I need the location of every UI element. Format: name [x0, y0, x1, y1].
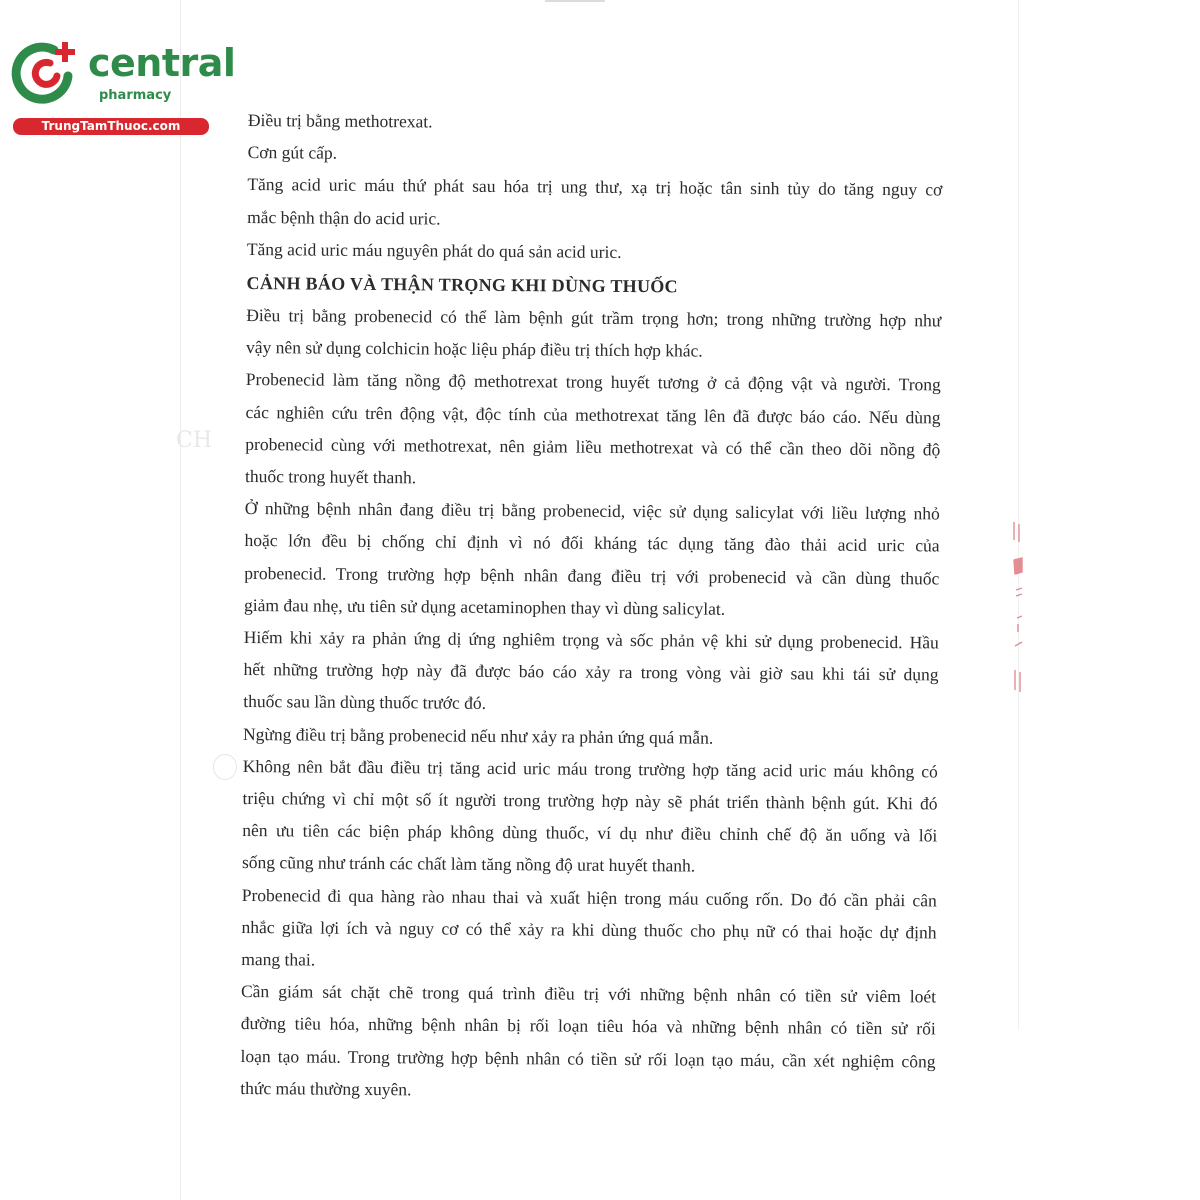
logo-name: central	[88, 41, 236, 85]
text-line: Điều trị bằng probenecid có thể làm bệnh gút trầm trọng hơn; trong những trường hợp như	[246, 305, 942, 331]
document-page-text	[240, 104, 943, 1110]
text-line: Không nên bắt đầu điều trị tăng acid uric máu trong trường hợp tăng acid uric máu không có	[242, 755, 938, 782]
scan-page-edge-right	[1018, 0, 1019, 1030]
text-line: mang thai.	[241, 949, 316, 970]
text-line: probenecid. Trong trường hợp bệnh nhân đang điều trị với probenecid và cần dùng thuốc	[244, 562, 940, 589]
central-pharmacy-logo[interactable]	[10, 36, 236, 136]
text-line: Probenecid đi qua hàng rào nhau thai và xuất hiện trong máu cuống rốn. Do đó cần phải cân	[241, 884, 937, 911]
text-line: Hiếm khi xảy ra phản ứng dị ứng nghiêm trọng và sốc phản vệ khi sử dụng probenecid. Hầu	[243, 627, 939, 653]
text-line: thuốc trong huyết thanh.	[244, 466, 417, 488]
text-line: mắc bệnh thận do acid uric.	[247, 206, 441, 229]
text-line: vậy nên sử dụng colchicin hoặc liệu pháp điều trị thích hợp khác.	[246, 337, 703, 361]
text-line: hết những trường hợp này đã được báo cáo xảy ra trong vòng vài giờ sau khi tái sử dụng	[243, 659, 939, 685]
section-body	[240, 299, 941, 1110]
section-heading: CẢNH BÁO VÀ THẬN TRỌNG KHI DÙNG THUỐC	[246, 273, 678, 297]
text-line: Tăng acid uric máu thứ phát sau hóa trị ung thư, xạ trị hoặc tân sinh tủy do tăng nguy cơ	[247, 174, 943, 200]
text-line: Điều trị bằng methotrexat.	[247, 109, 433, 132]
text-line: Ở những bệnh nhân đang điều trị bằng probenecid, việc sử dụng salicylat với liều lượng nhỏ	[244, 498, 940, 524]
text-line: sống cũng như tránh các chất làm tăng nồng độ urat huyết thanh.	[241, 852, 696, 877]
text-line: hoặc lớn đều bị chống chỉ định vì nó đối kháng tác dụng tăng đào thải acid uric của	[244, 530, 940, 556]
text-line: thức máu thường xuyên.	[240, 1077, 412, 1100]
scan-mark	[545, 0, 605, 2]
text-line: probenecid cùng với methotrexat, nên giảm liều methotrexat và có thể cần theo dõi nồng độ	[245, 433, 941, 460]
logo-subtitle: pharmacy	[99, 88, 172, 103]
red-stamp-marks	[1010, 520, 1028, 695]
text-line: thuốc sau lần dùng thuốc trước đó.	[243, 691, 487, 714]
text-line: loạn tạo máu. Trong trường hợp bệnh nhân có tiền sử rối loạn tạo máu, cần xét nghiệm công	[240, 1045, 936, 1072]
text-line: Cần giám sát chặt chẽ trong quá trình điều trị với những bệnh nhân có tiền sử viêm loét	[240, 981, 937, 1007]
logo-website-badge[interactable]: TrungTamThuoc.com	[13, 118, 209, 135]
text-line: các nghiên cứu trên động vật, độc tính của methotrexat tăng lên đã được báo cáo. Nếu dùng	[245, 401, 941, 428]
punch-hole-mark	[213, 754, 237, 780]
text-line: đường tiêu hóa, những bệnh nhân bị rối loạn tiêu hóa và những bệnh nhân có tiền sử rối	[240, 1013, 936, 1039]
pharmacy-emblem-icon	[10, 36, 80, 106]
text-line: Tăng acid uric máu nguyên phát do quá sản acid uric.	[246, 238, 622, 262]
text-line: giảm đau nhẹ, ưu tiên sử dụng acetaminophen thay vì dùng salicylat.	[243, 594, 726, 619]
text-line: nên ưu tiên các biện pháp không dùng thuốc, ví dụ như điều chỉnh chế độ ăn uống và lối	[242, 820, 938, 846]
scan-page-edge-left	[180, 0, 181, 1200]
text-line: triệu chứng vì chỉ một số ít người trong trường hợp này sẽ phát triển thành bệnh gút. Khi đó	[242, 788, 938, 814]
text-line: Probenecid làm tăng nồng độ methotrexat trong huyết tương ở cả động vật và người. Trong	[245, 369, 941, 395]
text-line: Ngừng điều trị bằng probenecid nếu như xảy ra phản ứng quá mẫn.	[242, 723, 714, 748]
margin-smudge: CH	[176, 428, 213, 453]
text-line: Cơn gút cấp.	[247, 142, 338, 163]
text-line: nhắc giữa lợi ích và nguy cơ có thể xảy ra khi dùng thuốc cho phụ nữ có thai hoặc dự định	[241, 916, 937, 943]
intro-list	[247, 104, 943, 270]
